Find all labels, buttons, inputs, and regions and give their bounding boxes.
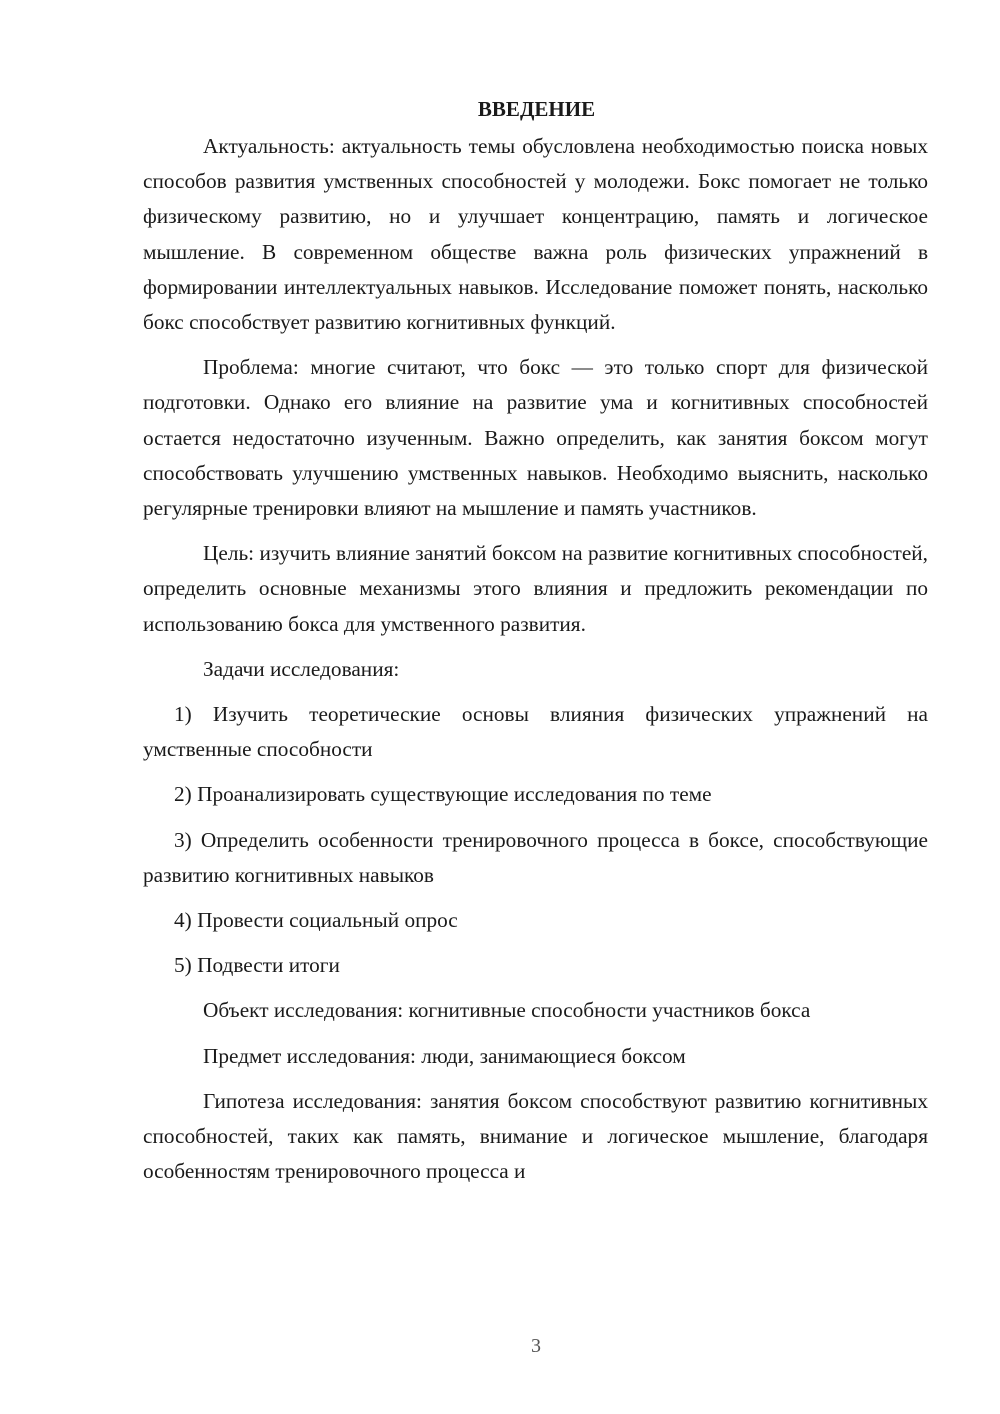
task-item-4: 4) Провести социальный опрос [174, 908, 458, 933]
paragraph-hypothesis: Гипотеза исследования: занятия боксом способствуют развитию когнитивных способностей, таких как память, внимание и логическое мышление, благодаря особенностям тренировочного процесса и [143, 1088, 928, 1184]
paragraph-subject: Предмет исследования: люди, занимающиеся боксом [203, 1043, 686, 1068]
paragraph-object: Объект исследования: когнитивные способности участников бокса [203, 998, 811, 1023]
task-item-3: 3) Определить особенности тренировочного процесса в боксе, способствующие развитию когнитивных навыков [143, 827, 928, 887]
paragraph-tasks-heading: Задачи исследования: [203, 656, 400, 681]
paragraph-relevance: Актуальность: актуальность темы обусловлена необходимостью поиска новых способов развития умственных способностей у молодежи. Бокс помогает не только физическому развитию, но и улучшает концентрацию, память и логическое мышление. В современном обществе важна роль физических упражнений в формировании интеллектуальных навыков. Исследование поможет понять, насколько бокс способствует развитию когнитивных функций. [143, 134, 928, 335]
task-item-1: 1) Изучить теоретические основы влияния физических упражнений на умственные способности [143, 702, 928, 762]
page-number: 3 [531, 1335, 541, 1357]
paragraph-problem: Проблема: многие считают, что бокс — это только спорт для физической подготовки. Однако его влияние на развитие ума и когнитивных способностей остается недостаточно изученным. Важно определить, как занятия боксом могут способствовать улучшению умственных навыков. Необходимо выяснить, насколько регулярные тренировки влияют на мышление и память участников. [143, 355, 928, 521]
task-item-5: 5) Подвести итоги [174, 953, 340, 978]
page-title: ВВЕДЕНИЕ [477, 97, 596, 121]
paragraph-goal: Цель: изучить влияние занятий боксом на развитие когнитивных способностей, определить основные механизмы этого влияния и предложить рекомендации по использованию бокса для умственного развития. [143, 541, 928, 636]
document-page [143, 92, 928, 1189]
task-item-2: 2) Проанализировать существующие исследования по теме [174, 782, 712, 807]
